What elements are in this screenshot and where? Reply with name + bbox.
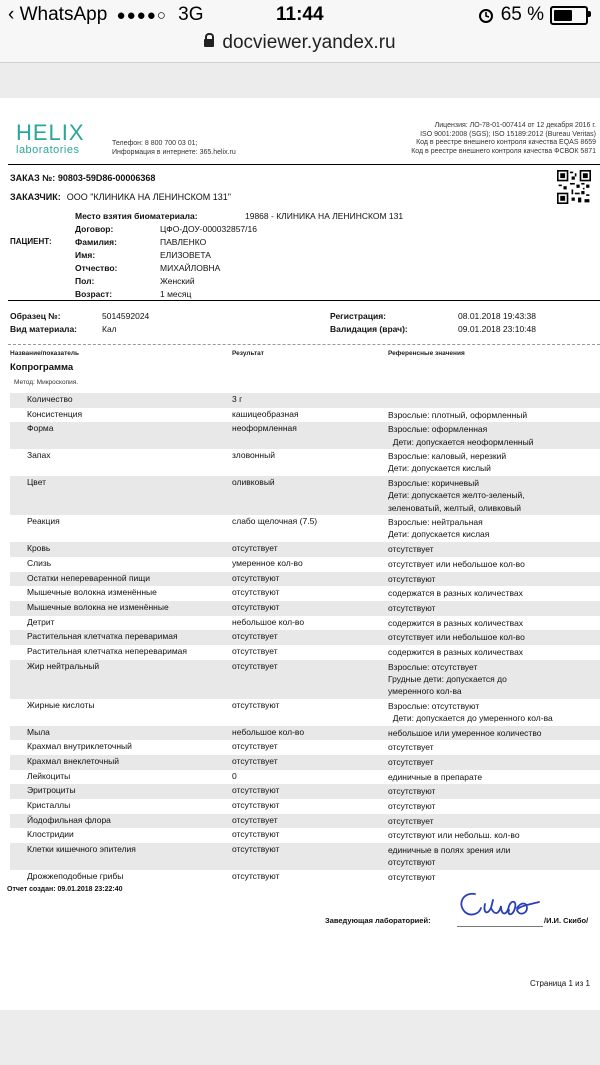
customer-label: ЗАКАЗЧИК: [10,192,61,202]
row-result: отсутствует [232,631,278,642]
reference-line: отсутствует [388,815,434,826]
table-row [10,515,600,542]
battery-fill [554,10,572,21]
reference-line: отсутствует или небольшое кол-во [388,558,525,569]
row-reference [388,543,434,555]
dates-info [330,310,536,336]
row-result: неоформленная [232,423,297,434]
field-label: Отчество: [75,263,118,273]
row-name: Запах [27,450,51,461]
helix-logo [16,120,85,156]
reference-line: Дети: допускается кислая [388,529,490,540]
row-name: Слизь [27,557,52,568]
reference-line: Взрослые: отсутствуют [388,700,480,711]
clock: 11:44 [276,4,324,25]
row-result: кашицеобразная [232,408,299,419]
row-result: отсутствуют [232,601,280,612]
field-label: Фамилия: [75,237,117,247]
row-name: Лейкоциты [27,770,71,781]
table-row [10,726,600,741]
reference-line: отсутствуют [388,801,436,812]
reference-line: Взрослые: нейтральная [388,517,483,528]
back-chevron-icon[interactable]: ‹ [8,4,15,25]
row-name: Мыла [27,726,50,737]
reference-line: отсутствуют [388,872,436,883]
reference-line: отсутствуют [388,573,436,584]
license-line: Код в реестре внешнего контроля качества ФСВОК 5871 [411,147,596,155]
row-reference [388,727,541,739]
network-type: 3G [178,4,204,25]
order-value: 90803-59D86-00006368 [57,173,156,183]
patient-field [75,275,403,288]
table-row [10,616,600,631]
row-name: Цвет [27,477,47,488]
customer-value: ООО "КЛИНИКА НА ЛЕНИНСКОМ 131" [66,192,231,202]
row-reference [388,602,435,614]
patient-divider [8,300,600,301]
reference-line: отсутствует [388,757,434,767]
row-reference [388,646,523,658]
col-reference-header: Референсные значения [388,350,465,357]
qr-code [557,170,591,204]
logo-subtitle: laboratories [16,144,80,156]
signal-icon: ●●●●○ [116,7,167,24]
reference-line: Дети: допускается неоформленный [388,436,534,447]
reference-line: зеленоватый, желтый, оливковый [388,502,522,513]
row-name: Кровь [27,543,51,554]
sample-label: Образец №: [10,311,61,321]
carrier-label: WhatsApp [19,4,108,25]
row-result: отсутствуют [232,572,280,583]
row-name: Реакция [27,516,60,527]
reference-line: Взрослые: каловый, нерезкий [388,451,507,462]
table-row [10,476,600,515]
report-created: Отчет создан: 09.01.2018 23:22:40 [7,886,123,893]
patient-fields [75,210,403,301]
col-result-header: Результат [232,350,264,357]
patient-field [75,210,403,223]
table-row [10,828,600,843]
row-result: оливковый [232,477,275,488]
table-row [10,586,600,601]
status-right [477,4,588,26]
reference-line: единичные в полях зрения или [388,845,511,856]
row-result: отсутствуют [232,844,280,855]
section-title: Копрограмма [10,362,74,373]
license-line: Код в реестре внешнего контроля качества EQAS 8659 [416,139,596,147]
row-name: Жирные кислоты [27,699,95,710]
field-value: МИХАЙЛОВНА [160,263,221,273]
row-result: отсутствует [232,756,278,766]
patient-field [75,262,403,275]
reference-line: умеренного кол-ва [388,686,462,697]
field-label: Имя: [75,250,96,260]
reference-line: небольшое или умеренное количество [388,727,542,738]
customer [10,192,231,202]
table-row [10,660,600,699]
row-reference [388,800,435,812]
sample-value: 5014592024 [102,311,150,321]
url-bar[interactable] [0,32,600,63]
reference-line: единичные в препарате [388,771,483,782]
lock-icon [204,39,214,47]
row-result: отсутствуют [232,699,280,710]
registration-label: Регистрация: [330,311,387,321]
status-left [8,4,204,26]
field-value: ЕЛИЗОВЕТА [160,250,211,260]
battery-icon [550,6,588,25]
field-label: Место взятия биоматериала: [75,211,198,221]
row-result: умеренное кол-во [232,557,303,568]
field-value: ПАВЛЕНКО [160,237,207,247]
registration-value: 08.01.2018 19:43:38 [458,311,536,321]
material-label: Вид материала: [10,324,78,334]
reference-line: Дети: допускается желто-зеленый, [388,490,525,501]
row-reference [388,450,506,474]
row-reference [388,617,523,629]
row-reference [388,700,553,724]
table-row [10,542,600,557]
row-name: Дрожжеподобные грибы [27,871,124,882]
row-name: Остатки непереваренной пищи [27,572,151,583]
table-row [10,755,600,770]
page-number: Страница 1 из 1 [530,979,590,988]
row-name: Жир нейтральный [27,660,100,671]
row-result: зловонный [232,450,275,461]
patient-label: ПАЦИЕНТ: [10,237,52,246]
row-reference [388,587,523,599]
field-value: 1 месяц [160,289,192,299]
contact-info [112,139,236,157]
row-name: Крахмал внутриклеточный [27,741,132,752]
header-divider [8,164,600,165]
results-table [10,393,600,885]
row-name: Растительная клетчатка переваримая [27,631,178,642]
table-row [10,843,600,870]
battery-percent: 65 % [500,4,544,25]
material-value: Кал [102,324,117,334]
row-result: отсутствуют [232,829,280,840]
row-result: отсутствует [232,741,278,752]
reference-line: Взрослые: коричневый [388,478,480,489]
reference-line: отсутствует [388,742,434,753]
reference-line: Грудные дети: допускается до [388,673,507,684]
row-result: отсутствуют [232,785,280,796]
order-number [10,173,155,183]
method-line: Метод: Микроскопия. [14,379,79,386]
table-row [10,601,600,616]
row-reference [388,829,520,841]
reference-line: содержится в разных количествах [388,646,524,657]
row-result: отсутствует [232,645,278,656]
row-reference [388,409,527,421]
row-name: Консистенция [27,408,83,419]
row-name: Детрит [27,616,55,627]
head-label: Заведующая лабораторией: [325,916,431,925]
document-page [0,98,600,1010]
col-name-header: Название/показатель [10,350,80,357]
row-result: отсутствует [232,814,278,825]
row-name: Йодофильная флора [27,814,111,825]
url-text[interactable]: docviewer.yandex.ru [222,32,396,53]
row-result: отсутствует [232,543,278,554]
reference-line: содержится в разных количествах [388,617,524,628]
row-result: отсутствуют [232,800,280,811]
table-row [10,699,600,726]
reference-line: отсутствует [388,544,434,555]
table-row [10,645,600,660]
validation-label: Валидация (врач): [330,324,408,334]
table-row [10,572,600,587]
row-name: Клетки кишечного эпителия [27,844,136,855]
table-row [10,630,600,645]
reference-line: отсутствуют [388,602,436,613]
table-row [10,799,600,814]
row-reference [388,871,435,883]
row-reference [388,423,533,447]
row-name: Мышечные волокна изменённые [27,587,157,598]
field-label: Возраст: [75,289,113,299]
table-row [10,408,600,423]
sample-info [10,310,149,336]
row-reference [388,558,525,570]
row-result: 3 г [232,394,243,404]
license-info [336,122,596,156]
license-line: Лицензия: ЛО-78-01-007414 от 12 декабря 2016 г. [434,122,596,129]
reference-line: отсутствуют [388,786,436,797]
row-name: Клостридии [27,829,74,840]
website-line: Информация в интернете: 365.helix.ru [112,149,236,156]
row-reference [388,477,525,514]
patient-field [75,236,403,249]
row-name: Мышечные волокна не изменённые [27,601,169,612]
validation-value: 09.01.2018 23:10:48 [458,324,536,334]
field-label: Пол: [75,276,95,286]
row-reference [388,844,510,868]
row-name: Количество [27,394,73,404]
reference-line: Взрослые: оформленная [388,424,488,435]
row-reference [388,573,435,585]
order-label: ЗАКАЗ №: [10,173,56,183]
reference-line: Взрослые: плотный, оформленный [388,409,528,420]
table-row [10,870,600,885]
table-row [10,740,600,755]
row-name: Эритроциты [27,785,76,796]
phone-line: Телефон: 8 800 700 03 01; [112,140,198,147]
logo-title: HELIX [16,120,85,145]
field-value: 19868 - КЛИНИКА НА ЛЕНИНСКОМ 131 [245,211,404,221]
row-result: отсутствуют [232,871,280,882]
row-name: Форма [27,423,54,434]
row-result: 0 [232,770,237,781]
row-name: Растительная клетчатка непереваримая [27,645,187,656]
license-line: ISO 9001:2008 (SGS); ISO 15189:2012 (Bureau Veritas) [420,130,596,138]
patient-field [75,223,403,236]
signature-line [457,926,543,927]
table-row [10,557,600,572]
row-reference [388,756,434,768]
row-reference [388,785,435,797]
alarm-icon [477,6,495,24]
table-row [10,770,600,785]
status-bar [0,0,600,32]
row-name: Крахмал внеклеточный [27,756,120,766]
row-reference [388,661,507,698]
table-row [10,449,600,476]
table-row [10,814,600,829]
sample-divider [8,344,600,345]
reference-line: отсутствуют или небольш. кол-во [388,830,520,841]
row-result: слабо щелочная (7.5) [232,516,318,527]
table-row [10,422,600,449]
field-label: Договор: [75,224,114,234]
signature [455,886,545,926]
row-reference [388,741,434,753]
row-reference [388,516,489,540]
row-result: отсутствует [232,660,278,671]
row-result: небольшое кол-во [232,616,305,627]
field-value: ЦФО-ДОУ-000032857/16 [160,224,257,234]
reference-line: содержатся в разных количествах [388,588,523,599]
row-reference [388,771,482,783]
field-value: Женский [160,276,195,286]
head-name: /И.И. Скибо/ [544,916,589,925]
reference-line: Взрослые: отсутствует [388,661,478,672]
row-result: отсутствуют [232,587,280,598]
reference-line: отсутствуют [388,857,436,868]
row-name: Кристаллы [27,800,71,811]
row-result: небольшое кол-во [232,726,305,737]
patient-field [75,249,403,262]
row-reference [388,631,525,643]
table-row [10,784,600,799]
row-reference [388,815,434,827]
reference-line: Дети: допускается до умеренного кол-ва [388,712,553,723]
reference-line: Дети: допускается кислый [388,463,491,474]
reference-line: отсутствует или небольшое кол-во [388,632,525,643]
table-row [10,393,600,408]
